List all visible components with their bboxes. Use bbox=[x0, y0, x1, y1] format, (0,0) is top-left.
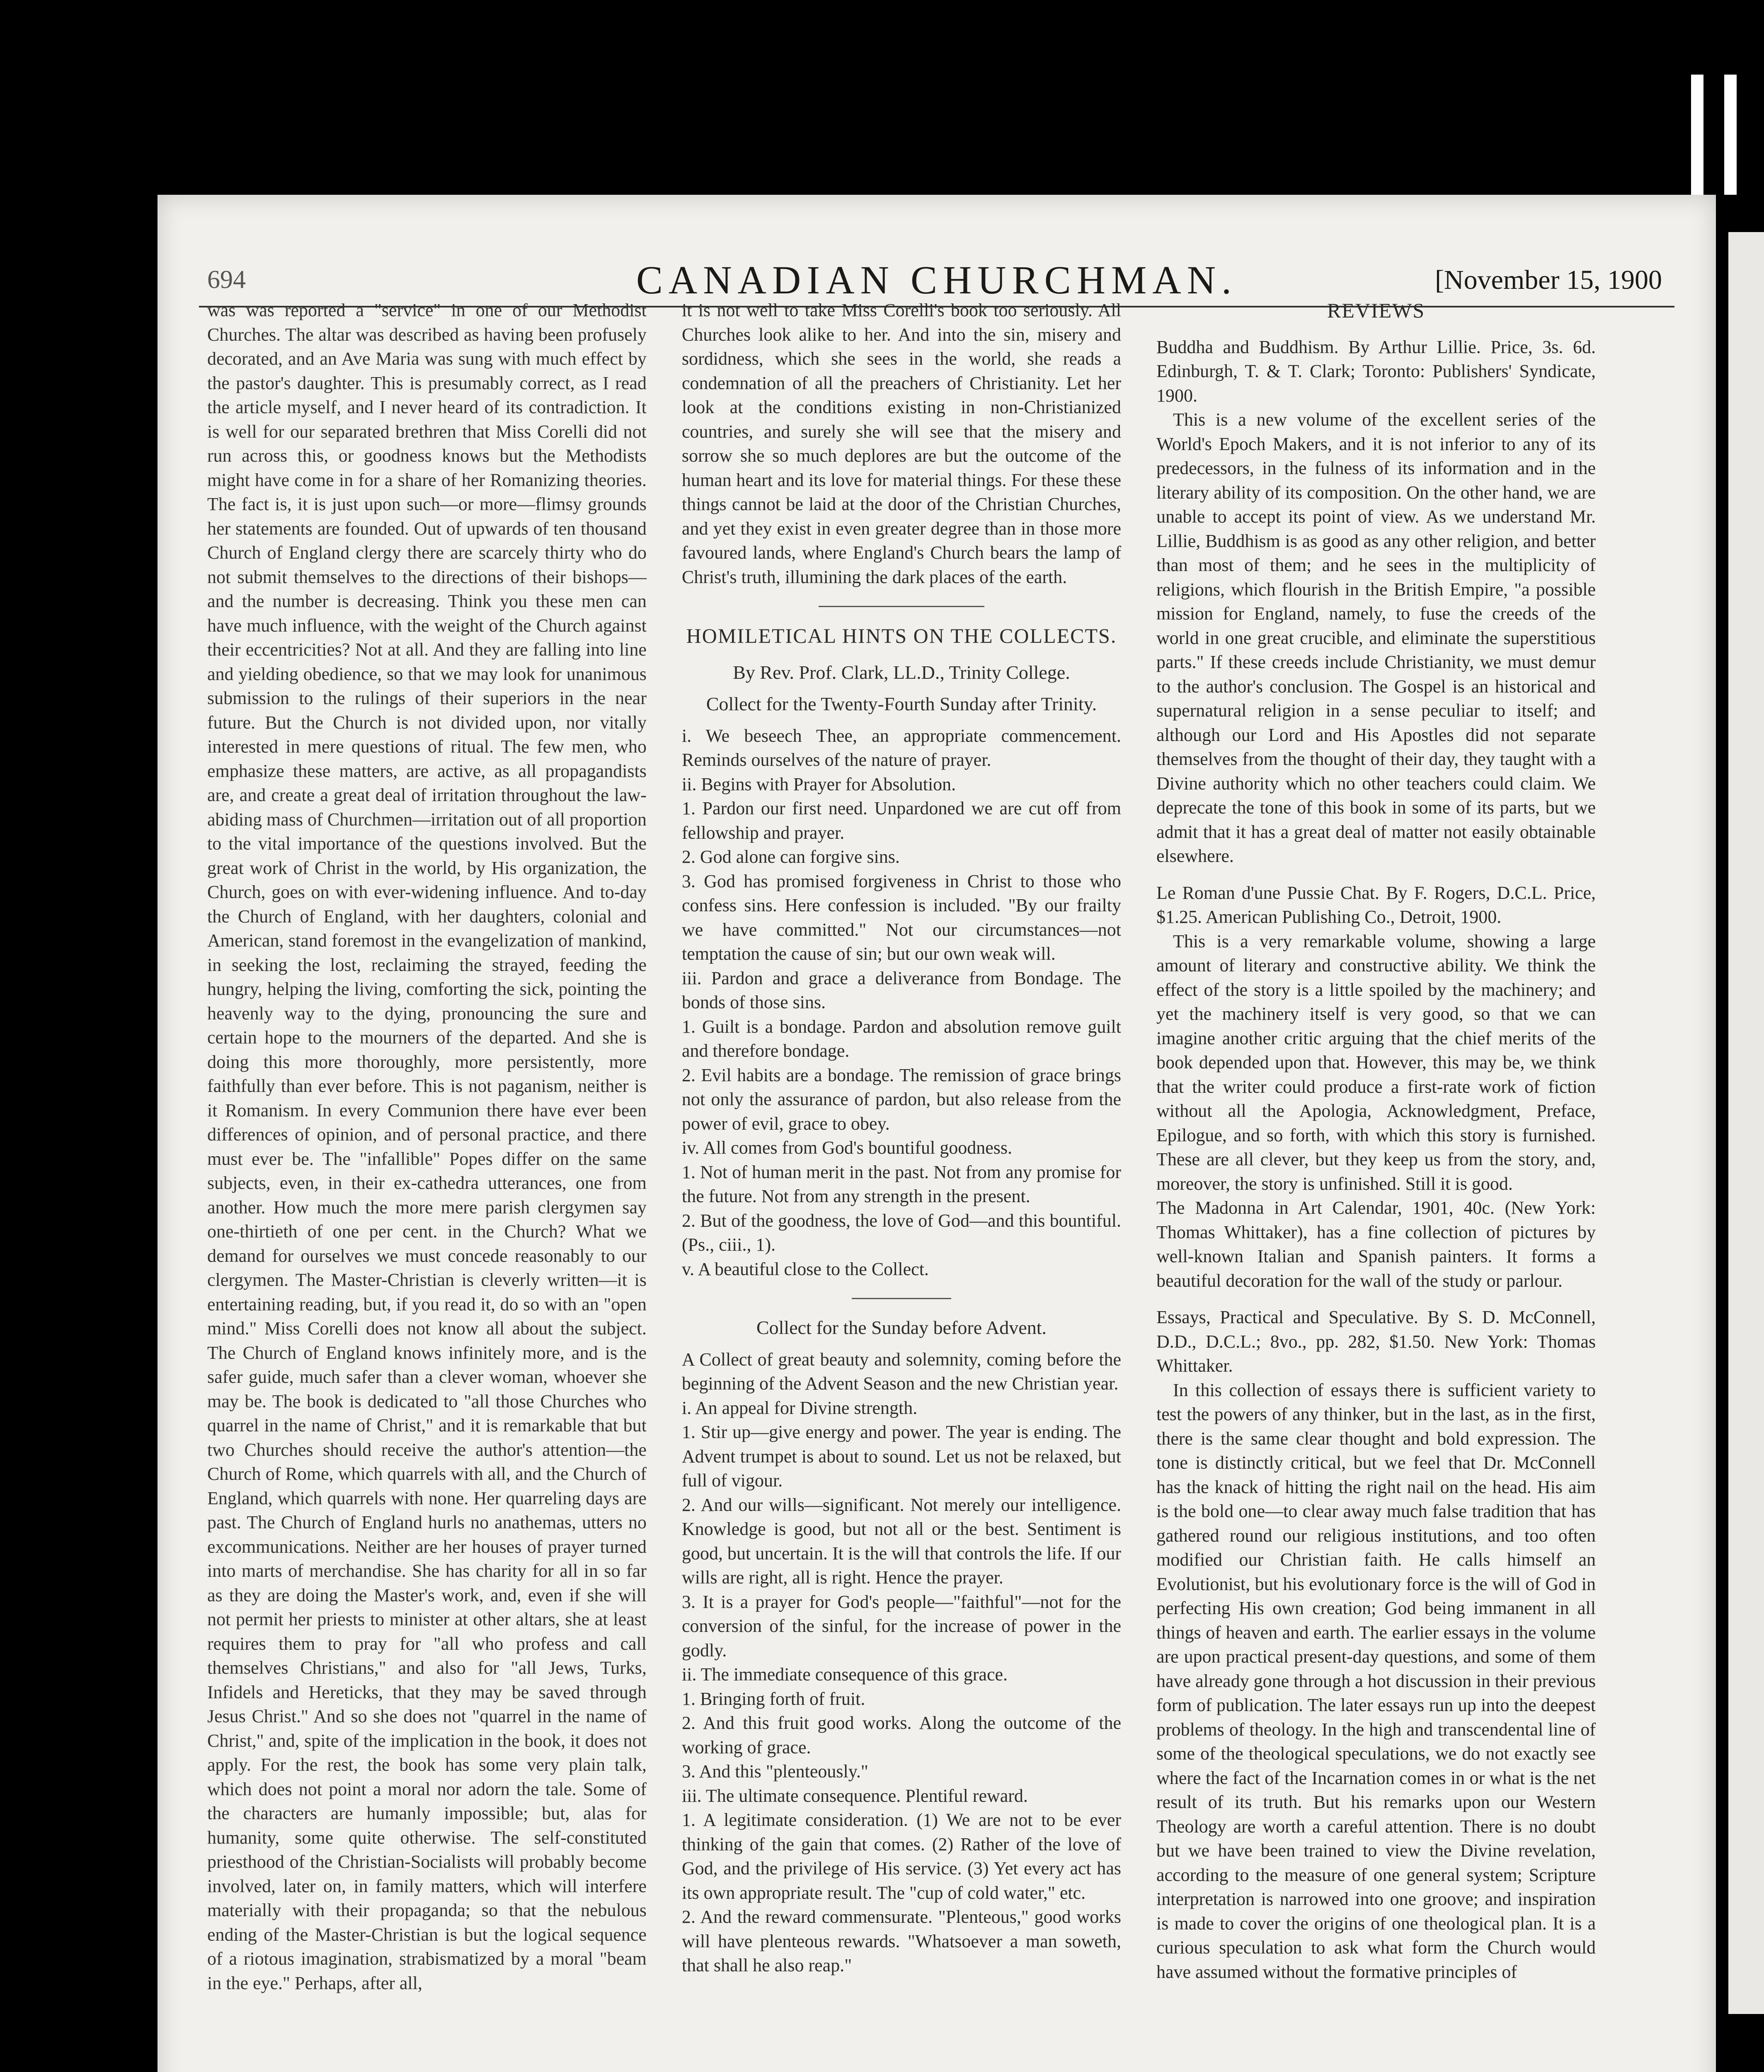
collect-point: 3. God has promised forgiveness in Christ to those who confess sins. Here confession is included. "By our frailty we have committed." Not our circumstances—not temptation the cause of sin; but our own weak will. bbox=[682, 871, 1121, 964]
collect-point: 1. A legitimate consideration. (1) We are not to be ever thinking of the gain that comes. (2) Rather of the love of God, and the privilege of His service. (3) Yet every act has its own appropriate result. The "cup of cold water," etc. bbox=[682, 1810, 1121, 1903]
adjacent-page-edge bbox=[1728, 232, 1764, 2014]
collect-point: 3. It is a prayer for God's people—"faithful"—not for the conversion of the sinful, for the increase of power in the godly. bbox=[682, 1591, 1121, 1661]
collect-point: 1. Stir up—give energy and power. The year is ending. The Advent trumpet is about to sound. Let us not be relaxed, but full of vigour. bbox=[682, 1422, 1121, 1491]
byline: By Rev. Prof. Clark, LL.D., Trinity College. bbox=[733, 661, 1070, 683]
collect-2-list bbox=[682, 1348, 1121, 1978]
collect-point: 2. Evil habits are a bondage. The remission of grace brings not only the assurance of pardon, but also release from the power of evil, grace to obey. bbox=[682, 1065, 1121, 1134]
collect-point: 2. God alone can forgive sins. bbox=[682, 847, 900, 867]
article-conclusion: it is not well to take Miss Corelli's book too seriously. All Churches look alike to her. And into the sin, misery and sordidness, which she sees in the world, she reads a condemnation of all the preachers of Christianity. Let her look at the conditions existing in non-Christianized countries, and surely she will see that the misery and sorrow she so much deplores are but the outcome of the human heart and its love for material things. For these these things cannot be laid at the door of the Christian Churches, and yet they exist in even greater degree than in those more favoured lands, where England's Church bears the lamp of Christ's truth, illumining the dark places of the earth. bbox=[682, 300, 1121, 587]
reviews-heading: REVIEWS bbox=[1327, 299, 1425, 322]
collect-point: v. A beautiful close to the Collect. bbox=[682, 1259, 929, 1279]
collect-point: ii. The immediate consequence of this grace. bbox=[682, 1664, 1008, 1685]
collect-1-list bbox=[682, 724, 1121, 1282]
section-divider bbox=[819, 606, 984, 607]
collect-point: 1. Guilt is a bondage. Pardon and absolution remove guilt and therefore bondage. bbox=[682, 1016, 1121, 1061]
review-paragraph: Essays, Practical and Speculative. By S. D. McConnell, D.D., D.C.L.; 8vo., pp. 282, $1.50. New York: Thomas Whittaker. bbox=[1156, 1307, 1596, 1376]
review-paragraph: This is a very remarkable volume, showing a large amount of literary and constructive ability. We think the effect of the story is a little spoiled by the machinery; and yet the machinery itself is very good, so that we can imagine another critic arguing that the chief merits of the book depended upon that. However, this may be, we think that the writer could produce a first-rate work of fiction without all the Apologia, Acknowledgment, Preface, Epilogue, and so forth, with which this story is furnished. These are all clever, but they keep us from the story, and, moreover, the story is unfinished. Still it is good. bbox=[1156, 931, 1596, 1194]
collect-divider bbox=[852, 1298, 951, 1299]
review-paragraph: The Madonna in Art Calendar, 1901, 40c. (New York: Thomas Whittaker), has a fine collection of pictures by well-known Italian and Spanish painters. It forms a beautiful decoration for the wall of the study or parlour. bbox=[1156, 1198, 1596, 1291]
collect-point: 2. But of the goodness, the love of God—and this bountiful. (Ps., ciii., 1). bbox=[682, 1210, 1121, 1255]
masthead: CANADIAN CHURCHMAN. bbox=[636, 258, 1238, 302]
review-paragraph: Buddha and Buddhism. By Arthur Lillie. Price, 3s. 6d. Edinburgh, T. & T. Clark; Toronto: Publishers' Syndicate, 1900. bbox=[1156, 336, 1596, 406]
review-paragraph: This is a new volume of the excellent series of the World's Epoch Makers, and it is not inferior to any of its predecessors, in the fulness of its information and in the literary ability of its composition. On the other hand, we are unable to accept its point of view. As we understand Mr. Lillie, Buddhism is as good as any other religion, and better than most of them; and he sees in the multiplicity of religions, which flourish in the British Empire, "a possible mission for England, namely, to fuse the creeds of the world in one great crucible, and eliminate the superstitious parts." If these creeds include Christianity, we must demur to the author's conclusion. The Gospel is an historical and supernatural religion in a sense peculiar to itself; and although our Lord and His Apostles did not separate themselves from the thought of their day, they taught with a Divine authority which no other teachers could claim. We deprecate the tone of this book in some of its parts, but we admit that it has a great deal of matter not easily obtainable elsewhere. bbox=[1156, 409, 1596, 866]
newspaper-page bbox=[158, 195, 1716, 2072]
column-3 bbox=[1156, 298, 1596, 1984]
collect-title: Collect for the Sunday before Advent. bbox=[756, 1317, 1047, 1338]
section-heading: HOMILETICAL HINTS ON THE COLLECTS. bbox=[686, 624, 1117, 647]
article-continuation: was was reported a "service" in one of our Methodist Churches. The altar was described as having been profusely decorated, and an Ave Maria was sung with much effect by the pastor's daughter. This is presumably correct, as I read the article myself, and I never heard of its contradiction. It is well for our separated brethren that Miss Corelli did not run across this, or goodness knows but the Methodists might have come in for a share of her Romanizing theories. The fact is, it is just upon such—or more—flimsy grounds her statements are founded. Out of upwards of ten thousand Church of England clergy there are scarcely thirty who do not submit themselves to the directions of their bishops—and the number is decreasing. Think you these men can have much influence, with the weight of the Church against their eccentricities? Not at all. And they are falling into line and yielding obedience, so that we may look for unanimous submission to the rulings of their superiors in the near future. But the Church is not divided upon, nor vitally interested in mere questions of ritual. The few men, who emphasize these matters, are active, as all propagandists are, and create a great deal of irritation throughout the law-abiding mass of Churchmen—irritation out of all proportion to the vital importance of the questions involved. But the great work of Christ in the world, by His organization, the Church, goes on with ever-widening influence. And to-day the Church of England, with her daughters, colonial and American, stand foremost in the evangelization of mankind, in seeking the lost, reclaiming the strayed, feeding the hungry, helping the living, comforting the sick, pointing the heavenly way to the dying, pronouncing the sure and certain hope to the mourners of the departed. And she is doing this more thoroughly, more persistently, more faithfully than ever before. This is not paganism, neither is it Romanism. In every Communion there have ever been differences of opinion, and of personal practice, and there must ever be. The "infallible" Popes differ on the same subjects, even, in their ex-cathedra utterances, one from another. How much the more mere parish clergymen say one-thirtieth of one per cent. in the Church? What we demand for ourselves we must concede reasonably to our clergymen. The Master-Christian is cleverly written—it is entertaining reading, but, if you read it, do so with an "open mind." Miss Corelli does not know all about the subject. The Church of England knows infinitely more, and is the safer guide, much safer than a clever woman, whoever she may be. The book is dedicated to "all those Churches who quarrel in the name of Christ," and it is remarkable that but two Churches should receive the author's attention—the Church of Rome, which quarrels with all, and the Church of England, which quarrels with none. Her quarreling days are past. The Church of England hurls no anathemas, utters no excommunications. Neither are her houses of prayer turned into marts of merchandise. She has charity for all in so far as they are doing the Master's work, and, even if she will not permit her priests to minister at other altars, she at least requires them to pray for "all who profess and call themselves Christians," and also for "all Jews, Turks, Infidels and Hereticks, that they may be saved through Jesus Christ." And so she does not "quarrel in the name of Christ," and, spite of the implication in the book, it does not apply. For the rest, the book has some very plain talk, which does not point a moral nor adorn the tale. Some of the characters are humanly impossible; but, alas for humanity, some quite otherwise. The self-constituted priesthood of the Christian-Socialists will probably become involved, later on, in family matters, which will interfere materially with their propaganda; so that the nebulous ending of the Master-Christian is but the logical sequence of a riotous imagination, strabismatized by a moral "beam in the eye." Perhaps, after all, bbox=[207, 300, 647, 1993]
collect-point: 2. And this fruit good works. Along the outcome of the working of grace. bbox=[682, 1713, 1121, 1757]
film-mark bbox=[1724, 75, 1737, 195]
review-paragraph: In this collection of essays there is sufficient variety to test the powers of any thinker, but in the last, as in the first, there is the same clear thought and bold expression. The tone is distinctly critical, but we feel that Dr. McConnell has the knack of hitting the right nail on the head. His aim is the bold one—to clear away much false tradition that has gathered round our religious institutions, and too often modified our Christian faith. He calls himself an Evolutionist, but his evolutionary force is the will of God in perfecting His own creation; God being immanent in all things of heaven and earth. The earlier essays in the volume are upon practical present-day questions, and some of them have already gone through a hot discussion in their previous form of publication. The later essays run up into the deepest problems of theology. In the high and transcendental line of some of the theological speculations, we do not exactly see where the fact of the Incarnation comes in or what is the net result of its truth. But his remarks upon our Western Theology are worth a careful attention. There is no doubt but we have been trained to view the Divine revelation, according to the measure of one general system; Scripture interpretation is narrowed into one groove; and inspiration is made to cover the origins of one theological plan. It is a curious speculation to ask what form the Church would have assumed without the formative principles of bbox=[1156, 1380, 1596, 1982]
collect-point: i. An appeal for Divine strength. bbox=[682, 1397, 918, 1418]
collect-point: A Collect of great beauty and solemnity, coming before the beginning of the Advent Season and the new Christian year. bbox=[682, 1349, 1121, 1394]
collect-point: ii. Begins with Prayer for Absolution. bbox=[682, 774, 956, 794]
collect-point: iii. Pardon and grace a deliverance from Bondage. The bonds of those sins. bbox=[682, 968, 1121, 1012]
collect-point: 3. And this "plenteously." bbox=[682, 1761, 868, 1782]
collect-point: 1. Bringing forth of fruit. bbox=[682, 1688, 865, 1709]
collect-point: 2. And our wills—significant. Not merely our intelligence. Knowledge is good, but not all or the best. Sentiment is good, but uncertain. It is the will that controls the life. If our wills are right, all is right. Hence the prayer. bbox=[682, 1494, 1121, 1588]
collect-point: iv. All comes from God's bountiful goodness. bbox=[682, 1138, 1013, 1158]
column-1 bbox=[207, 298, 647, 1995]
issue-date: [November 15, 1900 bbox=[1434, 265, 1662, 295]
collect-point: 2. And the reward commensurate. "Plenteous," good works will have plenteous rewards. "Whatsoever a man soweth, that shall he also reap." bbox=[682, 1907, 1121, 1975]
column-2 bbox=[682, 298, 1121, 1978]
review-paragraph: Le Roman d'une Pussie Chat. By F. Rogers, D.C.L. Price, $1.25. American Publishing Co., Detroit, 1900. bbox=[1156, 882, 1596, 927]
page-header bbox=[158, 257, 1716, 303]
collect-point: 1. Pardon our first need. Unpardoned we are cut off from fellowship and prayer. bbox=[682, 798, 1121, 843]
collect-point: iii. The ultimate consequence. Plentiful reward. bbox=[682, 1785, 1028, 1806]
reviews-list bbox=[1156, 335, 1596, 1985]
collect-point: i. We beseech Thee, an appropriate commencement. Reminds ourselves of the nature of prayer. bbox=[682, 725, 1121, 770]
collect-title: Collect for the Twenty-Fourth Sunday after Trinity. bbox=[706, 693, 1097, 714]
film-mark bbox=[1691, 75, 1703, 195]
collect-point: 1. Not of human merit in the past. Not from any promise for the future. Not from any strength in the present. bbox=[682, 1162, 1121, 1206]
page-number: 694 bbox=[207, 266, 246, 294]
